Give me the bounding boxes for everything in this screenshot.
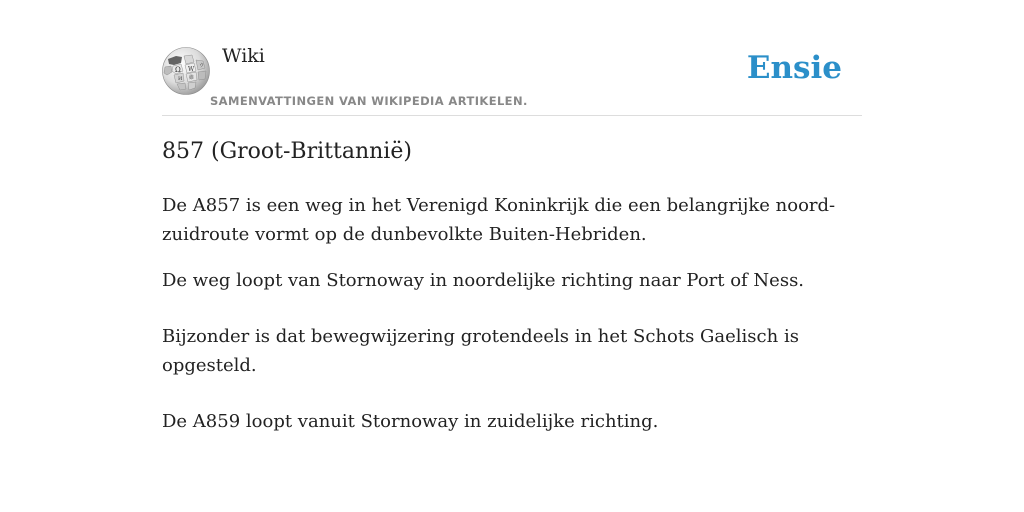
article-paragraph: De A857 is een weg in het Verenigd Koninkrijk die een belangrijke noord-zuidroute vormt op de dunbevolkte Buiten-Hebriden. [162, 195, 836, 245]
site-tagline: SAMENVATTINGEN VAN WIKIPEDIA ARTIKELEN. [210, 94, 528, 108]
site-header [162, 0, 862, 116]
site-name-link[interactable]: Wiki [222, 45, 265, 67]
svg-text:ウ: ウ [199, 63, 205, 69]
brand-logo-link[interactable]: Ensie [746, 50, 842, 86]
page-container [162, 0, 862, 432]
wikipedia-globe-icon[interactable] [162, 47, 210, 95]
article-paragraph: De A859 loopt vanuit Stornoway in zuidelijke richting. [162, 410, 659, 432]
article-paragraph: De weg loopt van Stornoway in noordelijke richting naar Port of Ness. [162, 270, 805, 291]
article-paragraph: Bijzonder is dat bewegwijzering grotendeels in het Schots Gaelisch is opgesteld. [162, 326, 799, 376]
page-title: 857 (Groot-Brittannië) [162, 139, 412, 164]
article-body [162, 192, 862, 436]
svg-text:維: 維 [189, 75, 195, 81]
svg-text:W: W [188, 66, 195, 73]
svg-text:Ω: Ω [175, 66, 181, 74]
svg-text:И: И [178, 76, 183, 82]
